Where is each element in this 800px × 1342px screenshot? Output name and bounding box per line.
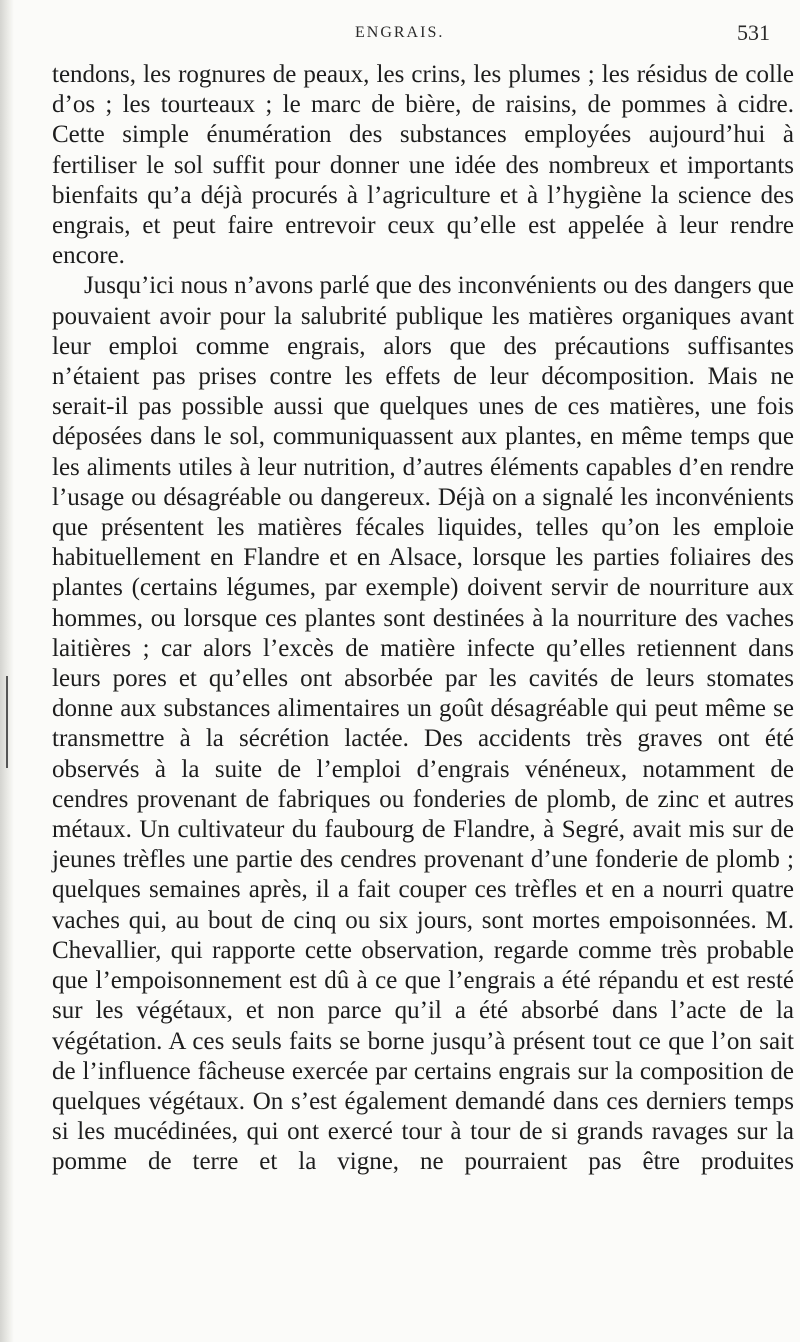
body-text (52, 60, 794, 1178)
paragraph: Jusqu’ici nous n’avons parlé que des inconvénients ou des dangers que pouvaient avoir pour la salubrité publique les matières organiques avant leur emploi comme engrais, alors que des précautions suffisantes n’étaient pas prises contre les effets de leur décomposition. Mais ne serait-il pas possible aussi que quelques unes de ces matières, une fois déposées dans le sol, communiquassent aux plantes, en même temps que les aliments utiles à leur nutrition, d’autres éléments capables d’en rendre l’usage ou désagréable ou dangereux. Déjà on a signalé les inconvénients que présentent les matières fécales liquides, telles qu’on les emploie habituellement en Flandre et en Alsace, lorsque les parties foliaires des plantes (certains légumes, par exemple) doivent servir de nourriture aux hommes, ou lorsque ces plantes sont destinées à la nourriture des vaches laitières ; car alors l’excès de matière infecte qu’elles retiennent dans leurs pores et qu’elles ont absorbée par les cavités de leurs stomates donne aux substances alimentaires un goût désagréable qui peut même se transmettre à la sécrétion lactée. Des accidents très graves ont été observés à la suite de l’emploi d’engrais vénéneux, notamment de cendres provenant de fabriques ou fonderies de plomb, de zinc et autres métaux. Un cultivateur du faubourg de Flandre, à Segré, avait mis sur de jeunes trèfles une partie des cendres provenant d’une fonderie de plomb ; quelques semaines après, il a fait couper ces trèfles et en a nourri quatre vaches qui, au bout de cinq ou six jours, sont mortes empoisonnées. M. Chevallier, qui rapporte cette observation, regarde comme très probable que l’empoisonnement est dû à ce que l’engrais a été répandu et est resté sur les végétaux, et non parce qu’il a été absorbé dans l’acte de la végétation. A ces seuls faits se borne jusqu’à présent tout ce que l’on sait de l’influence fâcheuse exercée par certains engrais sur la composition de quelques végétaux. On s’est également demandé dans ces derniers temps si les mucédinées, qui ont exercé tour à tour de si grands ravages sur la pomme de terre et la vigne, ne pourraient pas être produites (52, 272, 794, 1176)
page-number: 531 (737, 20, 770, 45)
running-title: ENGRAIS. (355, 24, 445, 41)
binding-edge (0, 0, 14, 1342)
margin-line-mark (6, 676, 8, 768)
page-header (0, 20, 800, 50)
paragraph: tendons, les rognures de peaux, les crins, les plumes ; les résidus de colle d’os ; les tourteaux ; le marc de bière, de raisins, de pommes à cidre. Cette simple énumération des substances employées aujourd’hui à fertiliser le sol suffit pour donner une idée des nombreux et importants bienfaits qu’a déjà procurés à l’agriculture et à l’hygiène la science des engrais, et peut faire entrevoir ceux qu’elle est appelée à leur rendre encore. (52, 61, 794, 270)
